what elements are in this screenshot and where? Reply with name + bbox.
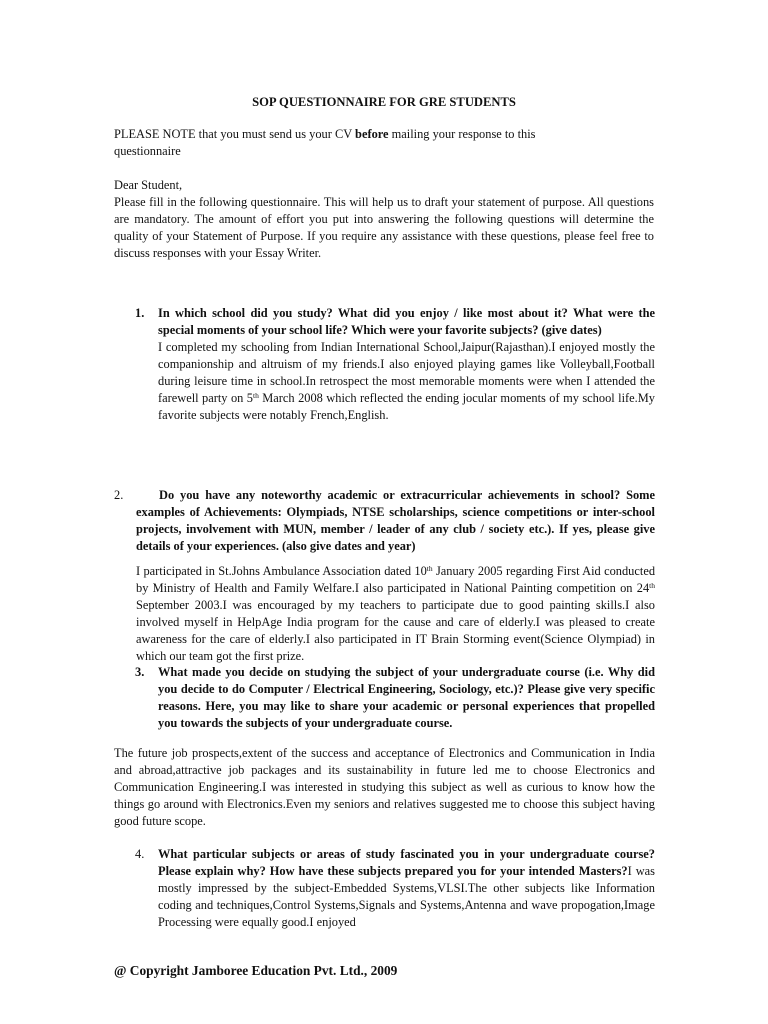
item-1-answer-part: March 2008 which reflected the ending jocular moments of my school life.My favorite subjects were notably French,English. (158, 391, 655, 422)
item-4-answer: I was mostly impressed by the subject-Embedded Systems,VLSI.The other subjects like Information coding and techniques,Control Systems,Signals and Systems,Antenna and wave propogation,Image Processing were equally good.I enjoyed (158, 864, 655, 929)
item-1-number: 1. (135, 306, 145, 320)
note-text-bold: before (355, 127, 389, 141)
item-2-answer-part: January 2005 regarding First Aid conducted by Ministry of Health and Family Welfare.I also participated in National Painting competition on 24 (136, 564, 656, 595)
item-1-question: In which school did you study? What did you enjoy / like most about it? What were the special moments of your school life? Which were your favorite subjects? (give dates) (158, 306, 655, 337)
item-4 (158, 846, 655, 931)
item-2-answer-part: September 2003.I was encouraged by my teachers to participate due to good painting skills.I also involved myself in HelpAge India program for the cause and care of elderly.I was pleased to create awareness for the care of elderly.I also participated in IT Brain Storming event(Science Olympiad) in which our team got the first prize. (136, 598, 655, 663)
item-2-number: 2. (114, 488, 124, 502)
note-text-pre: PLEASE NOTE that you must send us your CV (114, 127, 356, 141)
item-3-number: 3. (135, 665, 145, 679)
item-1-answer (158, 339, 655, 424)
intro-paragraph: Please fill in the following questionnaire. This will help us to draft your statement of purpose. All questions are mandatory. The amount of effort you put into answering the following questions will determine the quality of your Statement of Purpose. If you require any assistance with these questions, please feel free to discuss responses with your Essay Writer. (114, 195, 654, 260)
note-text-post: mailing your response to this questionnaire (114, 127, 536, 158)
document-title: SOP QUESTIONNAIRE FOR GRE STUDENTS (252, 95, 516, 109)
item-2-answer-part: I participated in St.Johns Ambulance Association dated 10 (136, 564, 427, 578)
item-4-number: 4. (135, 847, 145, 861)
item-3-question: What made you decide on studying the subject of your undergraduate course (i.e. Why did you decide to do Computer / Electrical Engineering, Sociology, etc.)? Please give very specific reasons. Here, you may like to share your academic or personal experiences that propelled you towards the subjects of your undergraduate course. (158, 665, 655, 730)
item-3-answer: The future job prospects,extent of the success and acceptance of Electronics and Communication in India and abroad,attractive job packages and its sustainability in future led me to choose Electronics and Communication Engineering.I was interested in studying this subject as well as curious to know how the things go around with Electronics.Even my seniors and relatives suggested me to choose this subject having good future scope. (114, 746, 655, 828)
item-2-answer (136, 563, 655, 665)
greeting: Dear Student, (114, 178, 183, 192)
item-2-question: Do you have any noteworthy academic or extracurricular achievements in school? Some examples of Achievements: Olympiads, NTSE scholarships, science competitions or inter-school projects, involvement with MUN, member / leader of any club / society etc.). If yes, please give details of your experiences. (also give dates and year) (136, 488, 655, 553)
item-1-answer-part: I completed my schooling from Indian International School,Jaipur(Rajasthan).I enjoyed mostly the companionship and altruism of my friends.I also enjoyed playing games like Volleyball,Football during leisure time in school.In retrospect the most memorable moments were when I attended the farewell party on 5 (158, 340, 655, 405)
copyright-footer: @ Copyright Jamboree Education Pvt. Ltd., 2009 (114, 963, 398, 978)
item-1-answer-sup: th (252, 391, 259, 400)
item-4-question: What particular subjects or areas of study fascinated you in your undergraduate course? Please explain why? How have these subjects prepared you for your intended Masters? (158, 847, 655, 878)
item-2-answer-sup: th (426, 564, 433, 573)
note-paragraph (114, 126, 584, 160)
item-1 (158, 305, 655, 424)
item-2-answer-sup: th (649, 581, 655, 590)
